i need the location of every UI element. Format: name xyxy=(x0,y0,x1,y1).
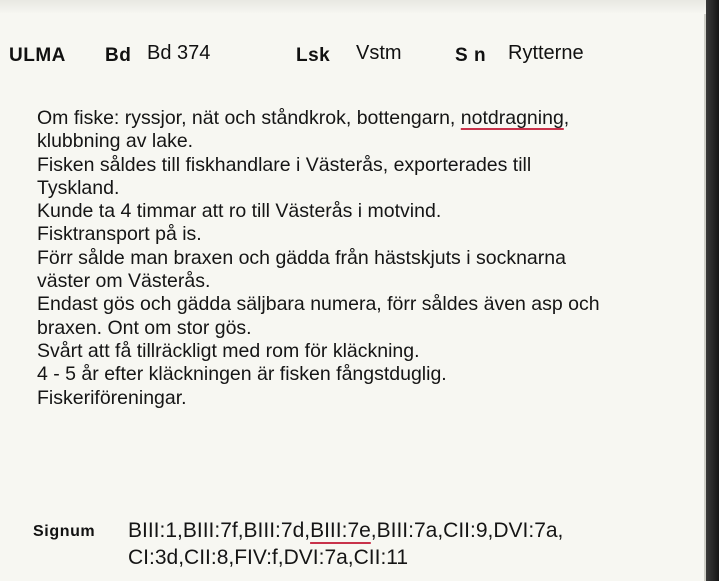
signum-line-2: CI:3d,CII:8,FIV:f,DVI:7a,CII:11 xyxy=(128,546,409,569)
sn-value: Rytterne xyxy=(508,42,584,64)
body-line-1-after: , xyxy=(563,107,570,129)
body-line: 4 - 5 år efter kläckningen är fisken fångstduglig. xyxy=(37,363,447,386)
body-line-1-before: Om fiske: ryssjor, nät och ståndkrok, bottengarn, xyxy=(37,107,461,129)
signum-underlined-code: BIII:7e xyxy=(310,519,371,542)
body-line-1 xyxy=(37,107,702,130)
body-line: braxen. Ont om stor gös. xyxy=(37,316,252,339)
signum-label: Signum xyxy=(33,523,96,540)
sn-label: S n xyxy=(455,45,487,66)
body-line: Fisken såldes till fiskhandlare i Västerås, exporterades till xyxy=(37,153,532,176)
body-line: Svårt att få tillräckligt med rom för kläckning. xyxy=(37,339,420,362)
signum-line-1 xyxy=(128,517,563,544)
archive-label: ULMA xyxy=(9,45,66,66)
card-header xyxy=(9,42,699,72)
body-line: Tyskland. xyxy=(37,176,120,199)
card-top-edge xyxy=(0,0,706,14)
body-line: klubbning av lake. xyxy=(37,130,194,153)
signum-codes xyxy=(128,517,563,571)
lsk-value: Vstm xyxy=(356,42,402,64)
body-line: Förr sålde man braxen och gädda från hästskjuts i socknarna xyxy=(37,246,566,269)
card-body-text xyxy=(37,107,702,410)
underlined-term: notdragning xyxy=(460,107,564,129)
signum-line-1-before: BIII:1,BIII:7f,BIII:7d, xyxy=(128,519,311,542)
body-line: väster om Västerås. xyxy=(37,270,211,293)
bd-value: Bd 374 xyxy=(147,42,211,64)
body-line: Fiskeriföreningar. xyxy=(37,386,187,409)
body-line: Endast gös och gädda säljbara numera, förr såldes även asp och xyxy=(37,293,600,316)
scan-edge-strip xyxy=(706,0,719,581)
lsk-label: Lsk xyxy=(296,45,331,66)
signum-line-1-after: ,BIII:7a,CII:9,DVI:7a, xyxy=(370,519,564,542)
body-line: Kunde ta 4 timmar att ro till Västerås i motvind. xyxy=(37,200,442,223)
bd-label: Bd xyxy=(105,45,132,66)
body-line: Fisktransport på is. xyxy=(37,223,202,246)
